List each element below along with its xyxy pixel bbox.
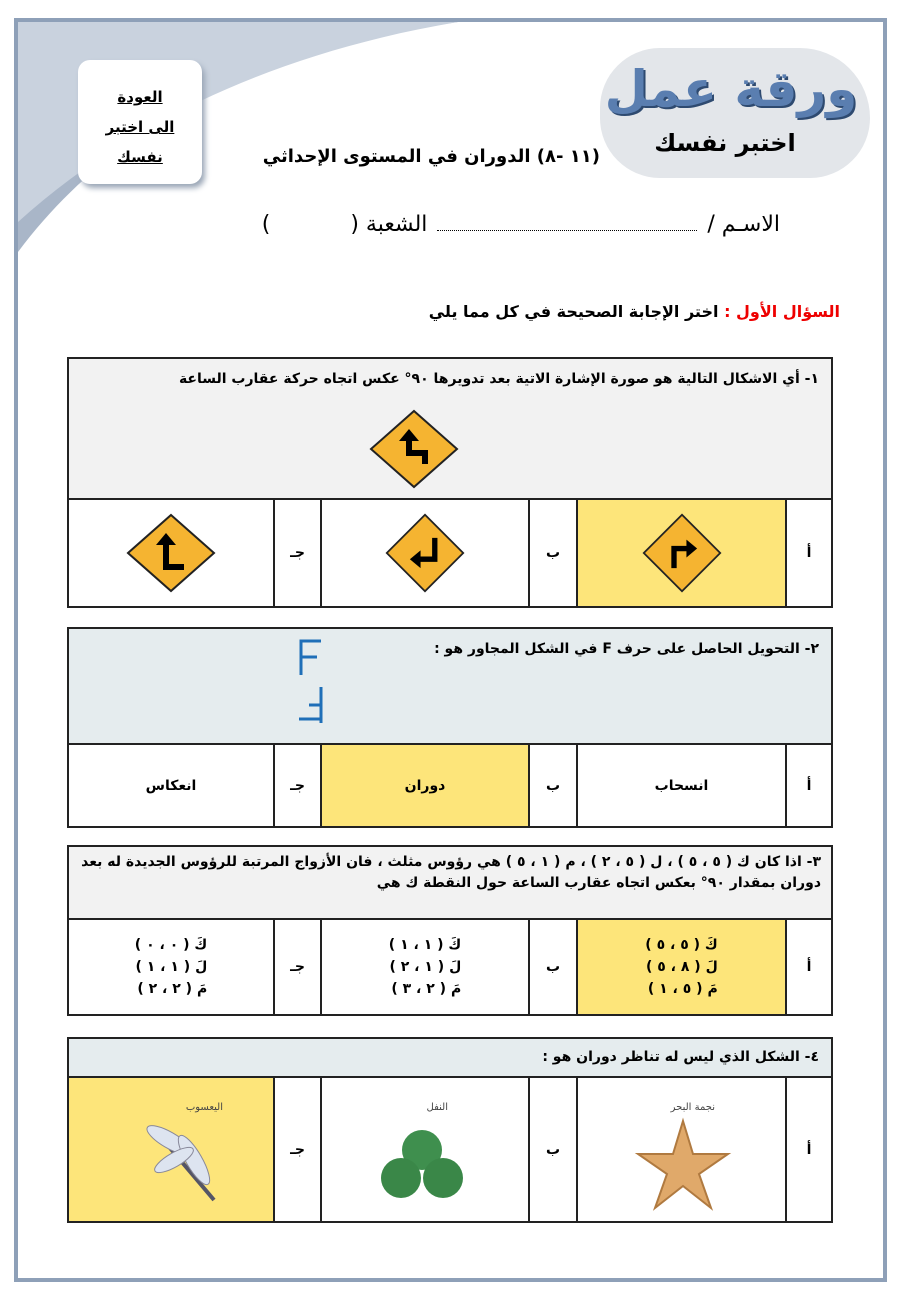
question-1 [67, 357, 833, 608]
section-close: ) [261, 212, 271, 237]
name-field[interactable] [437, 215, 697, 231]
option-b[interactable] [320, 920, 528, 1014]
option-b-label: ب [528, 1078, 576, 1221]
section-heading [429, 302, 840, 321]
lesson-title: (١١ -٨) الدوران في المستوى الإحداثي [262, 146, 600, 167]
clover-image [377, 1128, 467, 1208]
image-caption: اليعسوب [185, 1102, 223, 1113]
logo-title: ورقة عمل [604, 60, 858, 118]
back-link-line: نفسك [117, 148, 163, 166]
question-4-text: ٤- الشكل الذي ليس له تناظر دوران هو : [69, 1039, 831, 1078]
option-b[interactable] [320, 500, 528, 606]
option-b-label: ب [528, 745, 576, 826]
option-b-label: ب [528, 500, 576, 606]
option-c-label: جـ [273, 745, 320, 826]
back-link[interactable] [78, 60, 202, 184]
coord: لَ ( ١ ، ١ ) [135, 959, 208, 975]
question-2 [67, 627, 833, 828]
section-label: السؤال الأول : [724, 302, 840, 321]
logo-subtitle: اختبر نفسك [654, 129, 796, 157]
image-caption: نجمة البحر [670, 1102, 715, 1113]
back-link-line: العودة [117, 88, 163, 106]
option-a[interactable]: انسحاب [576, 745, 785, 826]
option-b-label: ب [528, 920, 576, 1014]
letter-f-figure [295, 637, 325, 727]
coord: مَ ( ٢ ، ٣ ) [391, 981, 462, 997]
question-1-text: ١- أي الاشكال التالية هو صورة الإشارة الاتية بعد تدويرها ٩٠° عكس اتجاه حركة عقارب الساعة [178, 371, 819, 387]
road-sign-icon [369, 409, 459, 489]
question-2-text-area [69, 629, 831, 745]
option-c-label: جـ [273, 920, 320, 1014]
coord: كَ ( ١ ، ١ ) [388, 937, 462, 953]
option-a-label: أ [785, 500, 831, 606]
option-b[interactable] [320, 1078, 528, 1221]
option-a[interactable] [576, 1078, 785, 1221]
dragonfly-image [134, 1120, 234, 1210]
question-3-text: ٣- اذا كان ك ( ٥ ، ٥ ) ، ل ( ٥ ، ٢ ) ، م ( ١ ، ٥ ) هي رؤوس مثلث ، فان الأزواج المرتبة للرؤوس الجديدة له بعد دوران بمقدار ٩٠° بعكس اتجاه عقارب الساعة حول النقطة ك هي [69, 847, 831, 920]
option-a-label: أ [785, 745, 831, 826]
option-a-label: أ [785, 920, 831, 1014]
option-c[interactable] [69, 920, 273, 1014]
option-c[interactable]: انعكاس [145, 777, 197, 794]
coord: كَ ( ٠ ، ٠ ) [134, 937, 208, 953]
option-a[interactable] [576, 920, 785, 1014]
option-c-label: جـ [273, 1078, 320, 1221]
question-4 [67, 1037, 833, 1223]
back-link-line: الى اختبر [105, 118, 175, 136]
sign-turn-up-icon [126, 513, 216, 593]
section-instruction: اختر الإجابة الصحيحة في كل مما يلي [428, 302, 719, 321]
option-b[interactable]: دوران [320, 745, 528, 826]
question-1-text-area [69, 359, 831, 500]
coord: كَ ( ٥ ، ٥ ) [645, 937, 718, 953]
starfish-image [633, 1116, 733, 1216]
coord: مَ ( ٥ ، ١ ) [647, 981, 718, 997]
coord: مَ ( ٢ ، ٢ ) [137, 981, 208, 997]
question-2-text: ٢- التحويل الحاصل على حرف F في الشكل المجاور هو : [434, 641, 819, 657]
option-a-label: أ [785, 1078, 831, 1221]
section-label: الشعبة ( [350, 212, 428, 237]
option-a[interactable] [576, 500, 785, 606]
student-info [190, 212, 780, 237]
name-label: الاسـم / [707, 212, 780, 237]
sign-turn-right-icon [642, 513, 722, 593]
question-3 [67, 845, 833, 1016]
option-c[interactable] [69, 500, 273, 606]
image-caption: النفل [426, 1102, 448, 1113]
option-c-label: جـ [273, 500, 320, 606]
option-c[interactable] [69, 1078, 273, 1221]
sign-turn-down-left-icon [385, 513, 465, 593]
coord: لَ ( ٨ ، ٥ ) [645, 959, 718, 975]
coord: لَ ( ١ ، ٢ ) [389, 959, 462, 975]
